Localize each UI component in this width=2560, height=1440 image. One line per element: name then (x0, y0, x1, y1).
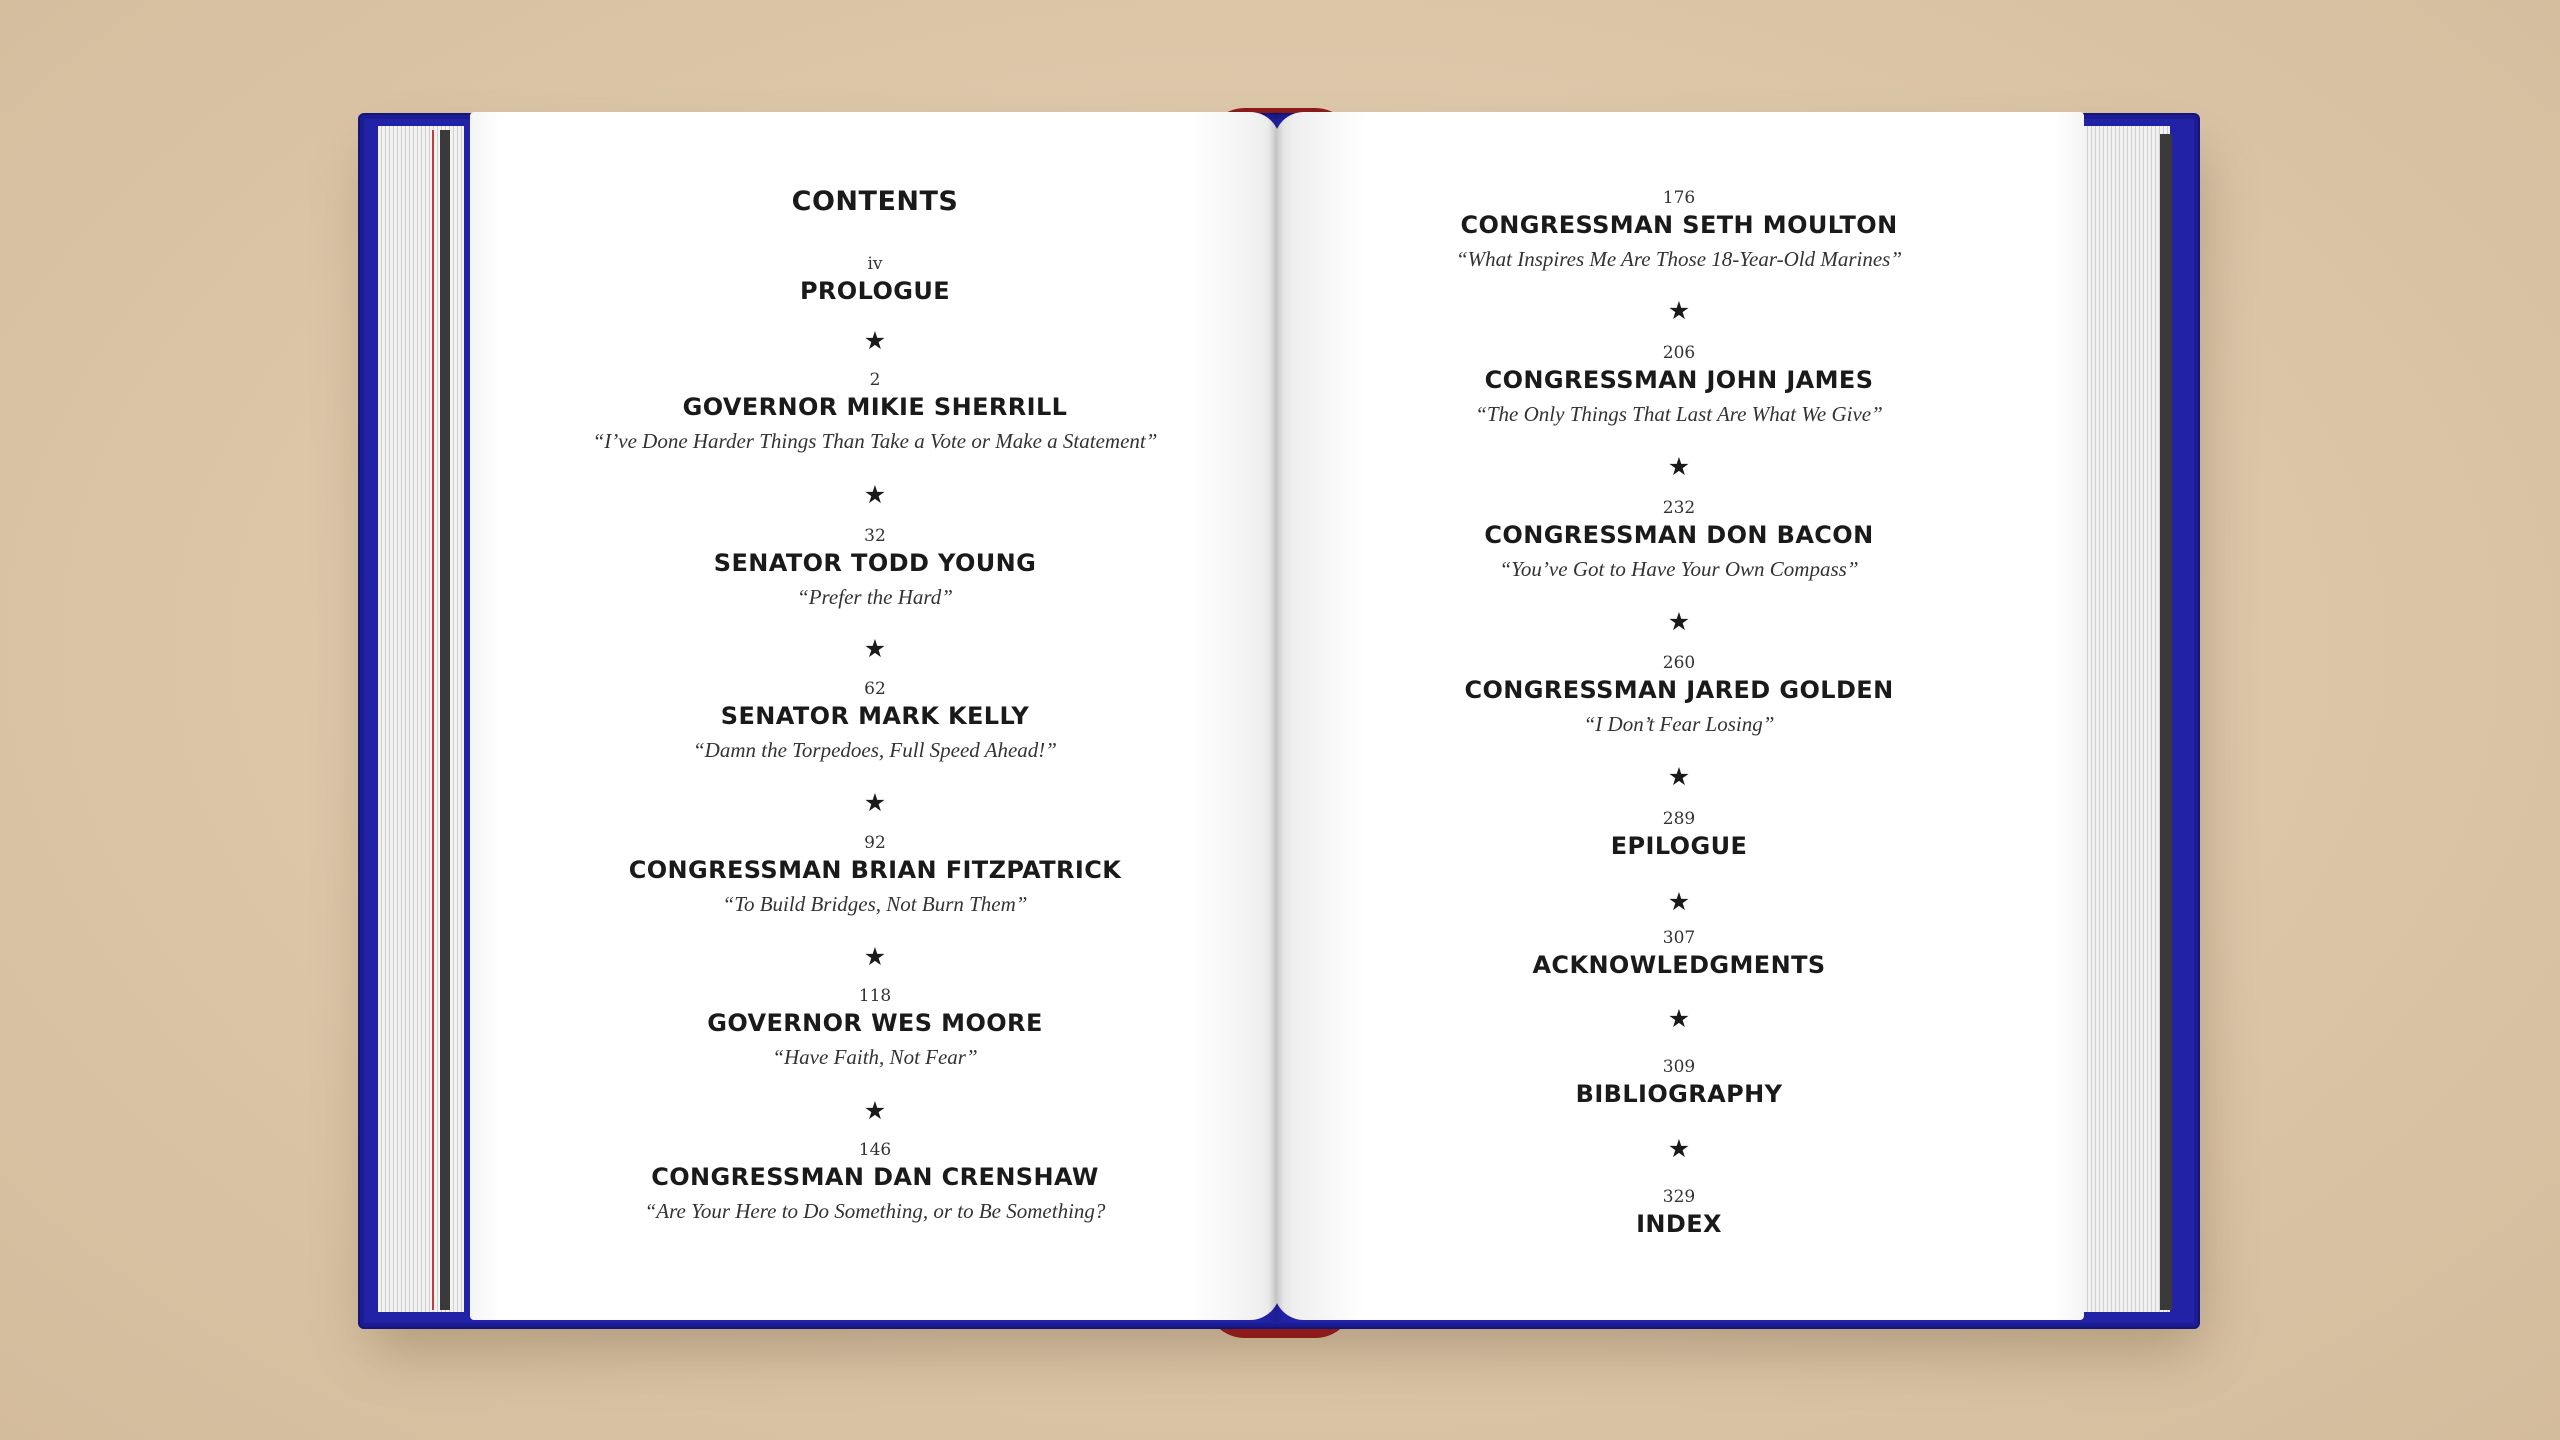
page-number: 176 (1662, 188, 1696, 208)
toc-entry-index (1274, 1187, 2084, 1241)
toc-entry-epilogue (1274, 809, 2084, 863)
toc-entry-kelly (470, 679, 1280, 767)
toc-entry-bibliography (1274, 1057, 2084, 1111)
chapter-title: EPILOGUE (1610, 832, 1748, 860)
page-number: 92 (864, 833, 886, 853)
chapter-subtitle: “Are Your Here to Do Something, or to Be Something? (644, 1199, 1106, 1223)
right-page (1274, 112, 2084, 1320)
right-page-edges (2080, 126, 2170, 1312)
toc-entry-acknowledgments (1274, 928, 2084, 982)
chapter-title: INDEX (1636, 1210, 1722, 1238)
toc-entry-prologue (470, 254, 1280, 308)
chapter-subtitle: “Prefer the Hard” (797, 585, 953, 609)
chapter-title: CONGRESSMAN JARED GOLDEN (1464, 676, 1894, 704)
star-separator: ★ (863, 634, 887, 663)
toc-entry-fitzpatrick (470, 833, 1280, 921)
star-separator: ★ (1667, 452, 1691, 481)
page-number: 146 (858, 1140, 892, 1160)
page-number: 309 (1662, 1057, 1696, 1077)
page-number: 118 (858, 986, 892, 1006)
star-separator: ★ (863, 788, 887, 817)
page-number: iv (867, 254, 883, 274)
contents-heading: CONTENTS (791, 186, 959, 217)
left-edge-ribbon (432, 130, 434, 1310)
page-number: 32 (864, 526, 886, 546)
toc-entry-golden (1274, 653, 2084, 741)
star-separator: ★ (863, 942, 887, 971)
page-number: 206 (1662, 343, 1696, 363)
page-number: 329 (1662, 1187, 1696, 1207)
chapter-title: CONGRESSMAN DAN CRENSHAW (651, 1163, 1099, 1191)
toc-entry-james (1274, 343, 2084, 431)
chapter-title: GOVERNOR WES MOORE (707, 1009, 1043, 1037)
star-separator: ★ (1667, 1134, 1691, 1163)
toc-entry-sherrill (470, 370, 1280, 458)
chapter-subtitle: “You’ve Got to Have Your Own Compass” (1499, 557, 1859, 581)
right-edge-band (2160, 134, 2172, 1310)
chapter-subtitle: “The Only Things That Last Are What We Give” (1475, 402, 1883, 426)
chapter-title: CONGRESSMAN SETH MOULTON (1460, 211, 1898, 239)
page-number: 232 (1662, 498, 1696, 518)
toc-entry-crenshaw (470, 1140, 1280, 1228)
left-page-edges (378, 126, 464, 1312)
star-separator: ★ (1667, 887, 1691, 916)
left-edge-band (440, 130, 450, 1310)
star-separator: ★ (1667, 762, 1691, 791)
chapter-subtitle: “Have Faith, Not Fear” (772, 1045, 978, 1069)
chapter-title: SENATOR MARK KELLY (720, 702, 1030, 730)
left-page (470, 112, 1280, 1320)
page-number: 260 (1662, 653, 1696, 673)
star-separator: ★ (1667, 1004, 1691, 1033)
toc-entry-bacon (1274, 498, 2084, 586)
chapter-subtitle: “I’ve Done Harder Things Than Take a Vote or Make a Statement” (592, 429, 1158, 453)
chapter-subtitle: “To Build Bridges, Not Burn Them” (722, 892, 1028, 916)
toc-entry-moulton (1274, 188, 2084, 276)
star-separator: ★ (863, 326, 887, 355)
chapter-subtitle: “I Don’t Fear Losing” (1583, 712, 1775, 736)
star-separator: ★ (863, 480, 887, 509)
chapter-title: GOVERNOR MIKIE SHERRILL (682, 393, 1068, 421)
star-separator: ★ (1667, 296, 1691, 325)
chapter-title: CONGRESSMAN DON BACON (1484, 521, 1874, 549)
page-number: 2 (869, 370, 881, 390)
chapter-title: ACKNOWLEDGMENTS (1532, 951, 1826, 979)
star-separator: ★ (863, 1096, 887, 1125)
toc-entry-young (470, 526, 1280, 614)
chapter-title: SENATOR TODD YOUNG (713, 549, 1037, 577)
chapter-title: CONGRESSMAN JOHN JAMES (1484, 366, 1874, 394)
page-number: 62 (864, 679, 886, 699)
chapter-title: PROLOGUE (799, 277, 951, 305)
page-gutter (1268, 112, 1284, 1322)
star-separator: ★ (1667, 607, 1691, 636)
toc-entry-moore (470, 986, 1280, 1074)
chapter-title: CONGRESSMAN BRIAN FITZPATRICK (628, 856, 1122, 884)
chapter-subtitle: “Damn the Torpedoes, Full Speed Ahead!” (693, 738, 1057, 762)
page-number: 307 (1662, 928, 1696, 948)
chapter-subtitle: “What Inspires Me Are Those 18-Year-Old Marines” (1455, 247, 1903, 271)
chapter-title: BIBLIOGRAPHY (1575, 1080, 1783, 1108)
page-number: 289 (1662, 809, 1696, 829)
